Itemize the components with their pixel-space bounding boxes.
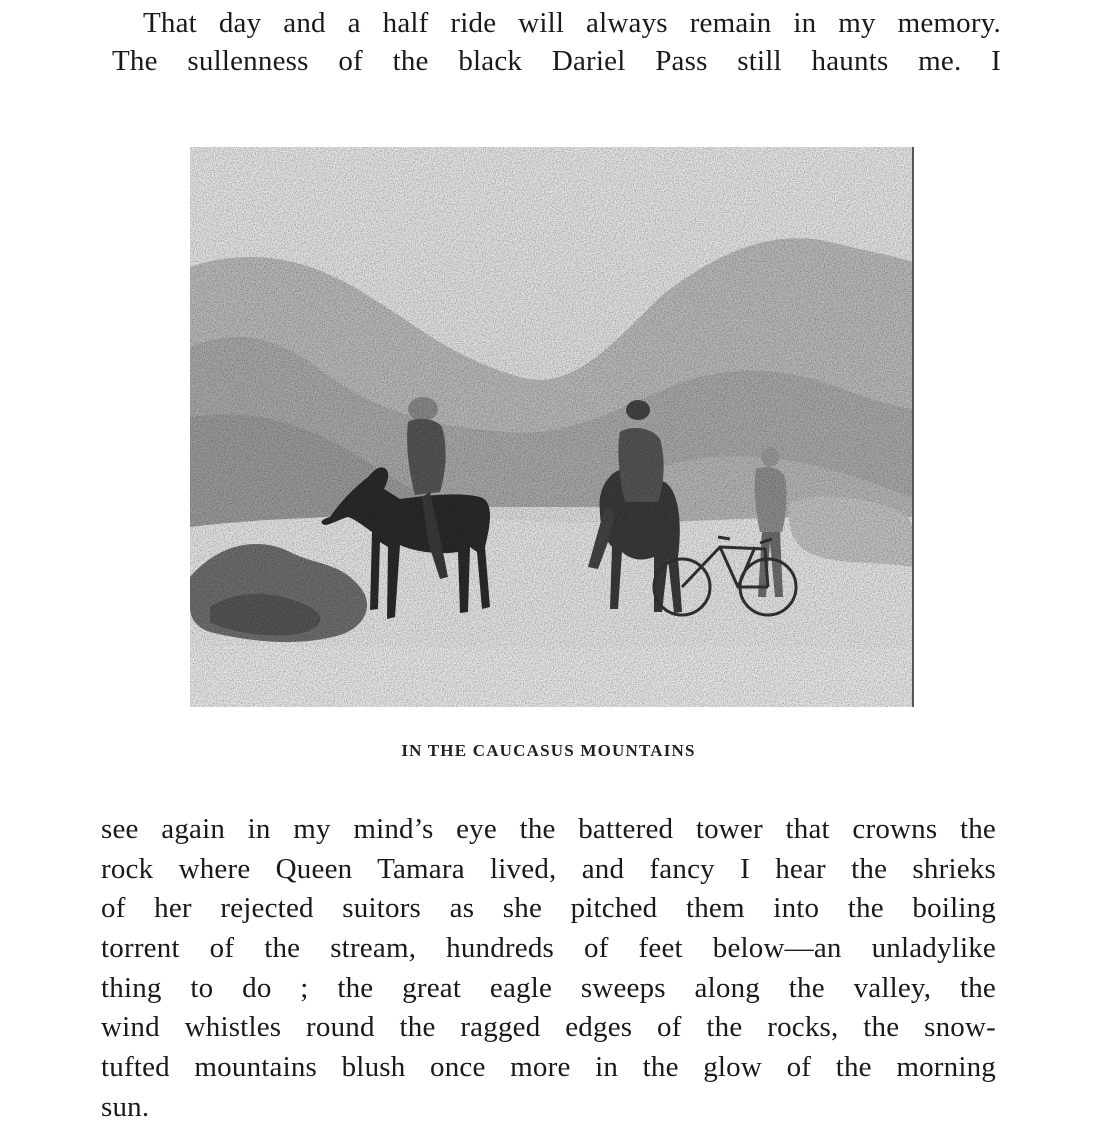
body-text-line: wind whistles round the ragged edges of the rocks, the snow- [101,1011,996,1043]
photo-caption: IN THE CAUCASUS MOUNTAINS [401,741,696,760]
photo-plate [190,147,914,707]
body-text-line: of her rejected suitors as she pitched them into the boiling [101,892,996,924]
body-text-line: That day and a half ride will always remain in my memory. [143,7,1001,39]
body-text-line: sun. [101,1091,150,1123]
caucasus-mountains-photo [190,147,912,707]
body-text-line: see again in my mind’s eye the battered tower that crowns the [101,813,996,845]
body-text-line: torrent of the stream, hundreds of feet below—an unladylike [101,932,996,964]
body-text-line: The sullenness of the black Dariel Pass still haunts me. I [112,45,1001,77]
body-text-line: thing to do ; the great eagle sweeps along the valley, the [101,972,996,1004]
body-text-line: tufted mountains blush once more in the glow of the morning [101,1051,996,1083]
body-text-line: rock where Queen Tamara lived, and fancy I hear the shrieks [101,853,996,885]
